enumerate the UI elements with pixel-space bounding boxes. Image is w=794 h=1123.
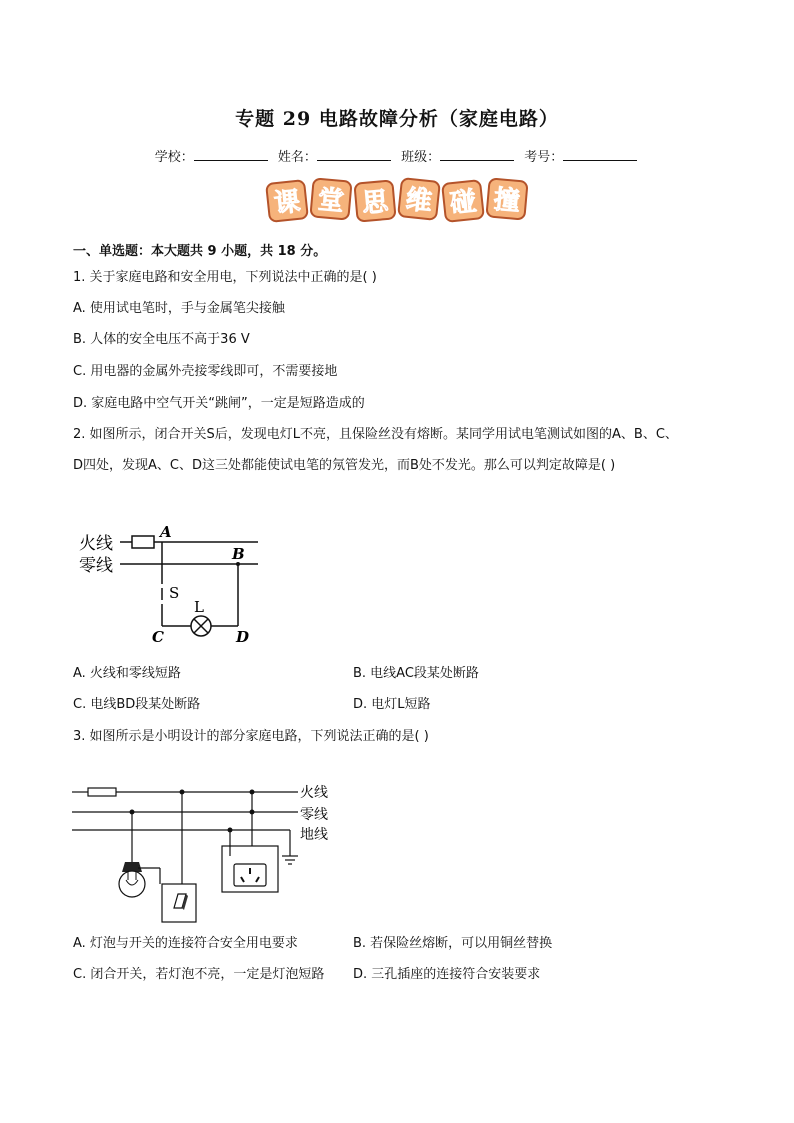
neutral-wire-label: 零线 (79, 556, 113, 576)
svg-text:维: 维 (404, 184, 434, 218)
live-wire-label: 火线 (300, 785, 328, 801)
q2-circuit-diagram (76, 522, 266, 648)
page-title: 专题 29 电路故障分析（家庭电路） (235, 108, 559, 130)
q2-option-a: A. 火线和零线短路 (73, 666, 181, 681)
svg-text:思: 思 (360, 186, 390, 220)
q2-option-d: D. 电灯L短路 (353, 697, 431, 712)
banner-char-5 (442, 180, 484, 222)
q3-household-circuit-diagram (70, 780, 340, 928)
q2-option-c: C. 电线BD段某处断路 (73, 697, 201, 712)
svg-text:撞: 撞 (492, 184, 522, 218)
banner-char-2 (310, 178, 351, 219)
class-blank (440, 148, 514, 161)
fuse-symbol (88, 788, 116, 796)
banner-char-1 (266, 180, 308, 222)
banner-char-3 (354, 180, 395, 221)
school-blank (194, 148, 268, 161)
q1-stem: 1. 关于家庭电路和安全用电，下列说法中正确的是( ) (73, 270, 377, 285)
school-label: 学校： (154, 150, 194, 165)
switch-s-label: S (169, 584, 180, 602)
q2-option-b: B. 电线AC段某处断路 (353, 666, 479, 681)
q2-stem-line1: 2. 如图所示，闭合开关S后，发现电灯L不亮，且保险丝没有熔断。某同学用试电笔测试如图的A、B、C、 (73, 427, 678, 442)
name-label: 姓名： (277, 150, 317, 165)
fuse-symbol (132, 536, 154, 548)
neutral-wire-label: 零线 (300, 807, 328, 823)
class-label: 班级： (401, 150, 441, 165)
point-a-label: A (160, 523, 172, 541)
classroom-thinking-banner (262, 176, 532, 226)
ground-wire-label: 地线 (300, 827, 328, 843)
q2-stem-line2: D四处，发现A、C、D这三处都能使试电笔的氖管发光，而B处不发光。那么可以判定故障是( ) (73, 458, 616, 473)
section-heading: 一、单选题：本大题共 9 小题，共 18 分。 (73, 244, 327, 259)
three-pin-socket-icon (234, 864, 266, 886)
light-bulb-icon (119, 862, 145, 897)
banner-char-4 (398, 178, 440, 220)
svg-text:堂: 堂 (316, 184, 346, 218)
point-c-label: C (152, 628, 164, 646)
svg-text:碰: 碰 (448, 186, 478, 220)
exam-number-blank (563, 148, 637, 161)
point-b-label: B (232, 545, 245, 563)
lamp-l-label: L (194, 598, 204, 616)
q3-option-d: D. 三孔插座的连接符合安装要求 (353, 967, 541, 982)
q1-option-c: C. 用电器的金属外壳接零线即可，不需要接地 (73, 364, 338, 379)
q1-option-d: D. 家庭电路中空气开关“跳闸”，一定是短路造成的 (73, 396, 365, 411)
wall-switch-icon (162, 884, 196, 922)
banner-char-6 (486, 178, 527, 219)
live-wire-label: 火线 (79, 534, 113, 554)
name-blank (317, 148, 391, 161)
q3-option-a: A. 灯泡与开关的连接符合安全用电要求 (73, 936, 298, 951)
svg-text:课: 课 (272, 186, 302, 220)
q1-option-a: A. 使用试电笔时，手与金属笔尖接触 (73, 301, 285, 316)
point-d-label: D (236, 628, 250, 646)
exam-number-label: 考号： (524, 150, 564, 165)
student-info-line (0, 146, 794, 165)
q3-option-c: C. 闭合开关，若灯泡不亮，一定是灯泡短路 (73, 967, 325, 982)
q3-option-b: B. 若保险丝熔断，可以用铜丝替换 (353, 936, 553, 951)
q3-stem: 3. 如图所示是小明设计的部分家庭电路，下列说法正确的是( ) (73, 729, 429, 744)
q1-option-b: B. 人体的安全电压不高于36 V (73, 332, 250, 347)
